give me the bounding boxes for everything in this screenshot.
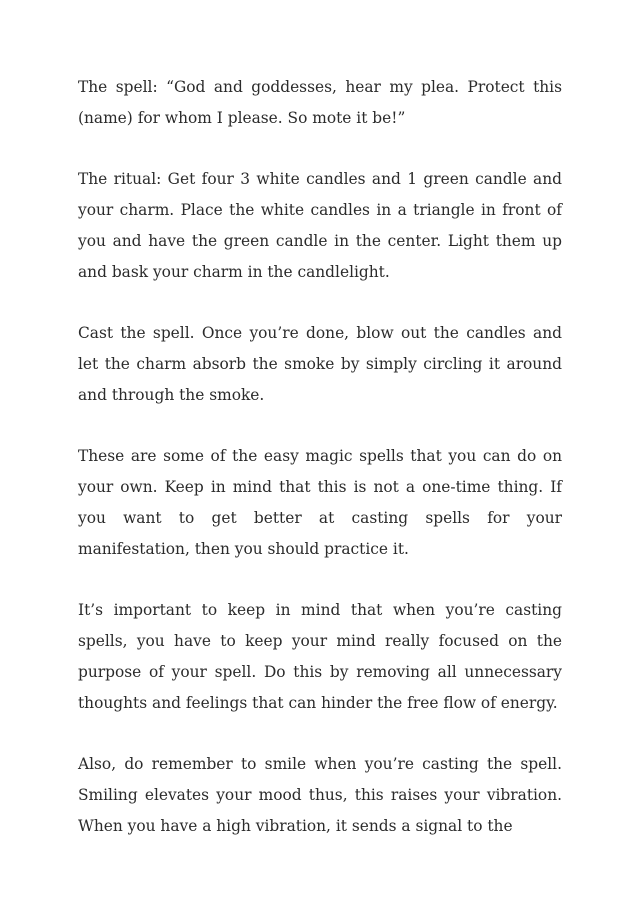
paragraph-cast-spell: Cast the spell. Once you’re done, blow out the candles and let the charm absorb the smoke by simply circling it around and through the smoke.: [78, 324, 562, 404]
paragraph-spell: The spell: “God and goddesses, hear my plea. Protect this (name) for whom I please. So mote it be!”: [78, 78, 562, 127]
paragraph-smile: Also, do remember to smile when you’re casting the spell. Smiling elevates your mood thus, this raises your vibration. When you have a high vibration, it sends a signal to the: [78, 755, 562, 835]
paragraph-ritual: The ritual: Get four 3 white candles and 1 green candle and your charm. Place the white candles in a triangle in front of you and have the green candle in the center. Light them up and bask your charm in the candlelight.: [78, 170, 562, 281]
paragraph-easy-spells: These are some of the easy magic spells that you can do on your own. Keep in mind that this is not a one-time thing. If you want to get better at casting spells for your manifestation, then you should practice it.: [78, 447, 562, 558]
document-page: [78, 72, 562, 842]
paragraph-focus: It’s important to keep in mind that when you’re casting spells, you have to keep your mind really focused on the purpose of your spell. Do this by removing all unnecessary thoughts and feelings that can hinder the free flow of energy.: [78, 601, 562, 712]
